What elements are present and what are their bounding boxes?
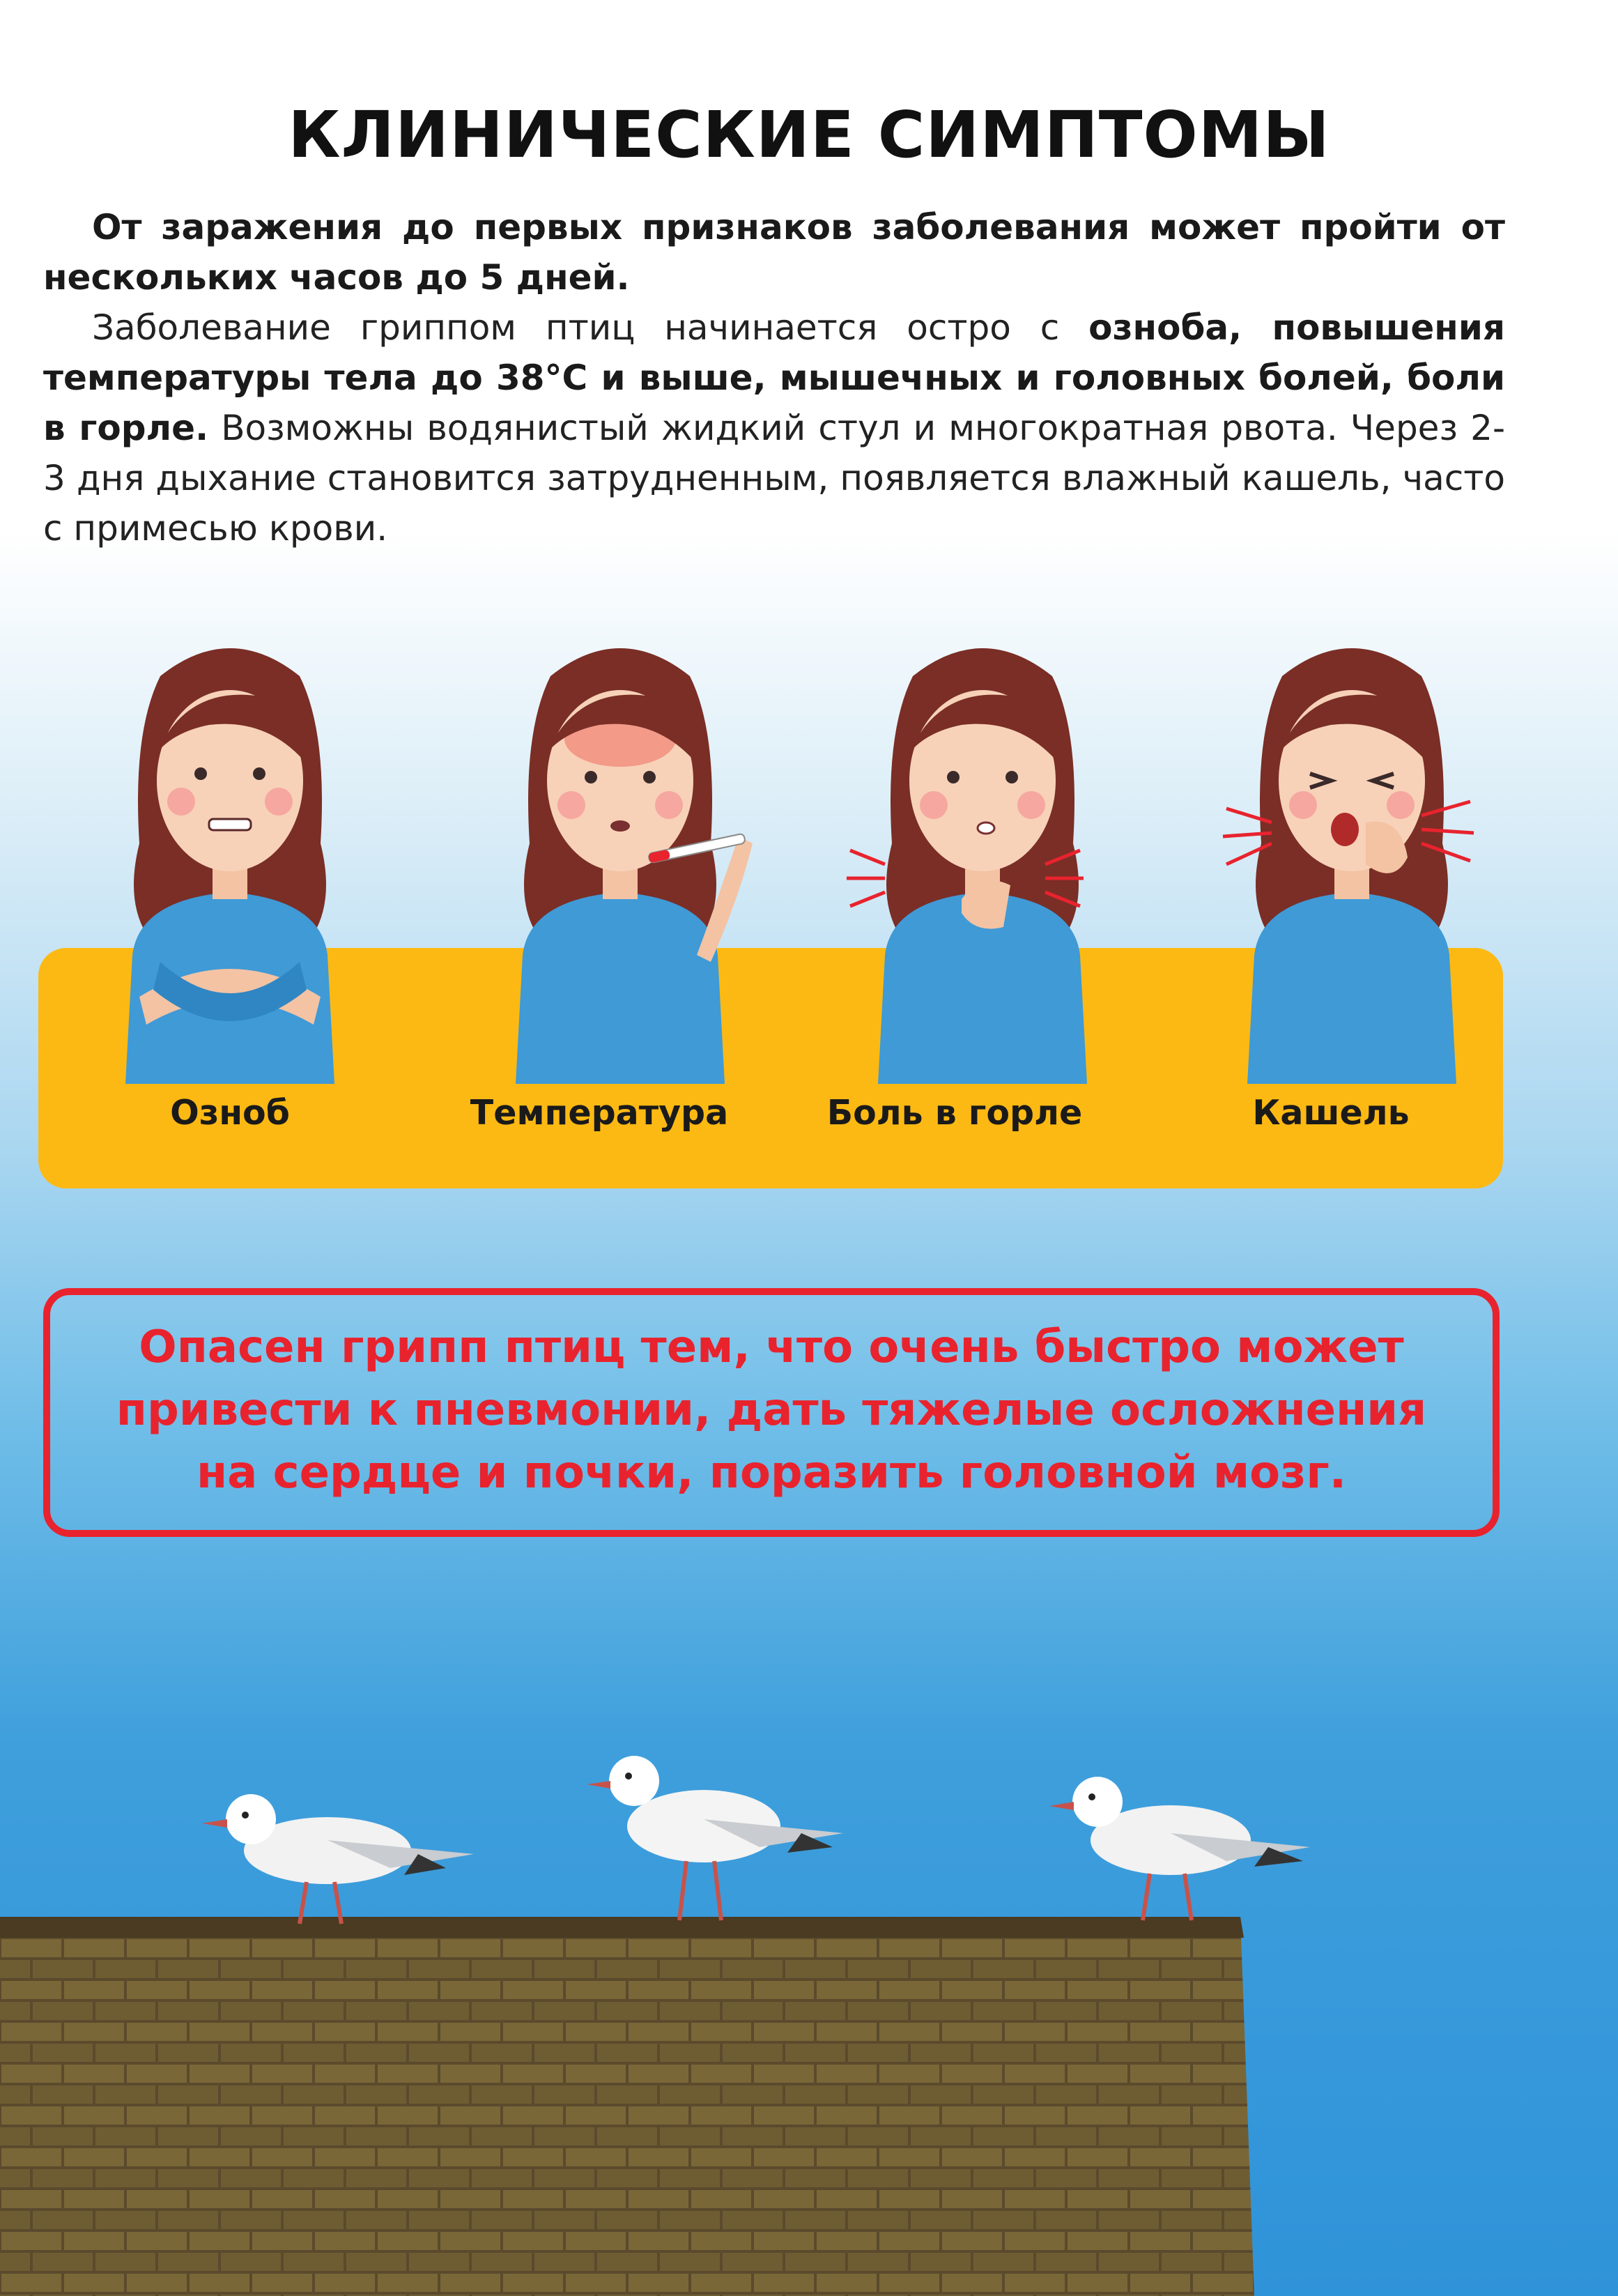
gull-1 [202, 1794, 474, 1924]
warning-line-3: на сердце и почки, поразить головной мозг. [196, 1447, 1347, 1499]
symptom-label-sore-throat: Боль в горле [826, 1093, 1083, 1133]
onset-lead: Заболевание гриппом птиц начинается остро с [92, 307, 1089, 348]
chills-woman-icon [84, 634, 376, 1084]
onset-symptoms: озноба, повышения температуры тела до 38°С и выше, мышечных и головных болей, боли в горле. [43, 307, 1505, 448]
intro-text [43, 202, 1505, 553]
onset-tail: Возможны водянистый жидкий стул и многократная рвота. Через 2-3 дня дыхание становится затрудненным, появляется влажный кашель, часто с примесью крови. [43, 408, 1505, 549]
thermometer-woman-icon [474, 634, 766, 1084]
warning-text [43, 1316, 1500, 1504]
symptom-label-cough: Кашель [1252, 1093, 1410, 1133]
symptom-label-temperature: Температура [470, 1093, 729, 1133]
intro-paragraph-onset [43, 303, 1505, 553]
sore-throat-woman-icon [836, 634, 1129, 1084]
warning-line-1: Опасен грипп птиц тем, что очень быстро может [139, 1322, 1404, 1373]
gulls-on-roof-photo [0, 1687, 1618, 2296]
intro-paragraph-incubation: От заражения до первых признаков заболевания может пройти от нескольких часов до 5 дней. [43, 207, 1505, 298]
symptom-label-chills: Озноб [170, 1093, 290, 1133]
gull-2 [587, 1756, 843, 1920]
gull-3 [1049, 1777, 1310, 1920]
cough-woman-icon [1205, 634, 1498, 1084]
warning-line-2: привести к пневмонии, дать тяжелые осложнения [116, 1384, 1427, 1436]
page-title: КЛИНИЧЕСКИЕ СИМПТОМЫ [288, 98, 1330, 172]
